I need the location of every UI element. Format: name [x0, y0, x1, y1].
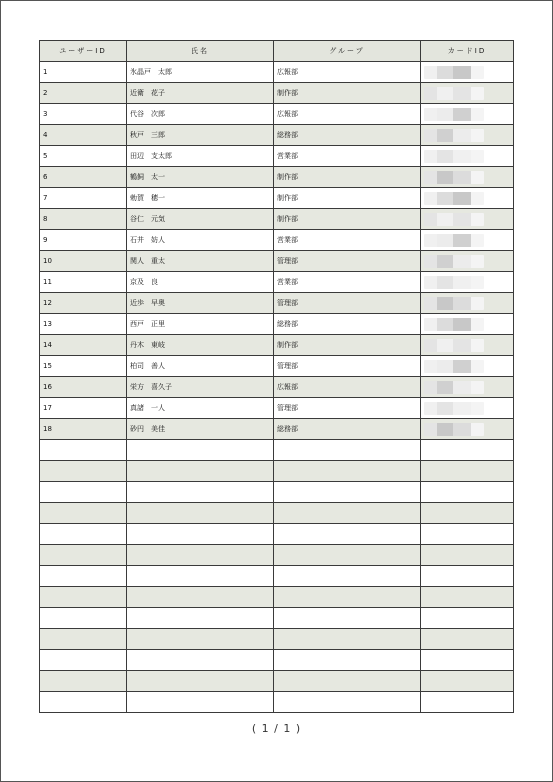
empty-row: [40, 587, 514, 608]
cell-card-id: [421, 251, 514, 272]
empty-cell: [421, 566, 514, 587]
empty-cell: [40, 692, 127, 713]
cell-group: 制作部: [274, 188, 421, 209]
empty-cell: [421, 650, 514, 671]
cell-name: 勅賀 穂一: [127, 188, 274, 209]
empty-cell: [40, 461, 127, 482]
empty-cell: [40, 671, 127, 692]
empty-cell: [274, 629, 421, 650]
empty-cell: [274, 545, 421, 566]
empty-cell: [421, 587, 514, 608]
empty-row: [40, 629, 514, 650]
cell-name: 丹木 東岐: [127, 335, 274, 356]
empty-cell: [40, 503, 127, 524]
empty-cell: [274, 608, 421, 629]
empty-cell: [421, 692, 514, 713]
table-row: [40, 272, 514, 293]
empty-row: [40, 545, 514, 566]
empty-cell: [421, 482, 514, 503]
empty-cell: [274, 440, 421, 461]
empty-cell: [274, 587, 421, 608]
cell-user-id: 15: [40, 356, 127, 377]
empty-cell: [40, 629, 127, 650]
header-card-id: カードID: [421, 41, 514, 62]
cell-user-id: 9: [40, 230, 127, 251]
empty-cell: [274, 461, 421, 482]
empty-cell: [421, 671, 514, 692]
cell-user-id: 5: [40, 146, 127, 167]
table-row: [40, 167, 514, 188]
empty-cell: [274, 692, 421, 713]
cell-user-id: 3: [40, 104, 127, 125]
cell-card-id: [421, 356, 514, 377]
empty-cell: [127, 671, 274, 692]
table-body: [40, 62, 514, 713]
cell-card-id: [421, 230, 514, 251]
table-row: [40, 356, 514, 377]
card-id-redacted: [424, 423, 484, 436]
cell-name: 谷仁 元気: [127, 209, 274, 230]
cell-group: 広報部: [274, 62, 421, 83]
empty-cell: [40, 440, 127, 461]
empty-cell: [274, 671, 421, 692]
cell-group: 制作部: [274, 83, 421, 104]
cell-card-id: [421, 419, 514, 440]
empty-row: [40, 650, 514, 671]
empty-cell: [127, 587, 274, 608]
empty-cell: [421, 461, 514, 482]
cell-user-id: 4: [40, 125, 127, 146]
table-row: [40, 104, 514, 125]
empty-cell: [127, 524, 274, 545]
cell-group: 管理部: [274, 398, 421, 419]
empty-cell: [40, 566, 127, 587]
card-id-redacted: [424, 318, 484, 331]
empty-cell: [274, 482, 421, 503]
card-id-redacted: [424, 192, 484, 205]
cell-group: 広報部: [274, 104, 421, 125]
header-user-id: ユーザーID: [40, 41, 127, 62]
cell-name: 西戸 正里: [127, 314, 274, 335]
cell-user-id: 2: [40, 83, 127, 104]
cell-user-id: 16: [40, 377, 127, 398]
empty-cell: [421, 440, 514, 461]
cell-card-id: [421, 209, 514, 230]
cell-user-id: 10: [40, 251, 127, 272]
cell-user-id: 18: [40, 419, 127, 440]
empty-cell: [127, 503, 274, 524]
table-row: [40, 209, 514, 230]
cell-user-id: 14: [40, 335, 127, 356]
cell-group: 営業部: [274, 272, 421, 293]
table-row: [40, 293, 514, 314]
user-table: [39, 40, 514, 713]
cell-group: 制作部: [274, 167, 421, 188]
empty-cell: [421, 608, 514, 629]
card-id-redacted: [424, 234, 484, 247]
cell-card-id: [421, 293, 514, 314]
empty-cell: [421, 545, 514, 566]
card-id-redacted: [424, 381, 484, 394]
cell-name: 代谷 次郎: [127, 104, 274, 125]
cell-group: 広報部: [274, 377, 421, 398]
empty-cell: [40, 545, 127, 566]
cell-name: 氷晶戸 太郎: [127, 62, 274, 83]
empty-cell: [127, 692, 274, 713]
cell-name: 鶴飼 太一: [127, 167, 274, 188]
cell-card-id: [421, 272, 514, 293]
empty-cell: [40, 482, 127, 503]
cell-group: 総務部: [274, 314, 421, 335]
cell-user-id: 6: [40, 167, 127, 188]
card-id-redacted: [424, 339, 484, 352]
table-row: [40, 251, 514, 272]
card-id-redacted: [424, 108, 484, 121]
cell-user-id: 17: [40, 398, 127, 419]
empty-cell: [40, 608, 127, 629]
empty-row: [40, 524, 514, 545]
empty-cell: [274, 524, 421, 545]
cell-group: 管理部: [274, 356, 421, 377]
cell-card-id: [421, 398, 514, 419]
cell-group: 営業部: [274, 146, 421, 167]
card-id-redacted: [424, 360, 484, 373]
empty-cell: [127, 461, 274, 482]
cell-user-id: 1: [40, 62, 127, 83]
table-row: [40, 335, 514, 356]
cell-name: 近衛 花子: [127, 83, 274, 104]
empty-cell: [40, 587, 127, 608]
empty-cell: [274, 566, 421, 587]
cell-card-id: [421, 104, 514, 125]
table-row: [40, 398, 514, 419]
table-row: [40, 230, 514, 251]
empty-row: [40, 440, 514, 461]
table-row: [40, 125, 514, 146]
card-id-redacted: [424, 150, 484, 163]
empty-cell: [127, 545, 274, 566]
card-id-redacted: [424, 276, 484, 289]
table-header-row: [40, 41, 514, 62]
cell-name: 田辺 支太郎: [127, 146, 274, 167]
cell-group: 管理部: [274, 293, 421, 314]
empty-row: [40, 608, 514, 629]
cell-card-id: [421, 146, 514, 167]
card-id-redacted: [424, 297, 484, 310]
empty-cell: [40, 650, 127, 671]
cell-group: 管理部: [274, 251, 421, 272]
header-name: 氏名: [127, 41, 274, 62]
cell-name: 栄方 喜久子: [127, 377, 274, 398]
empty-row: [40, 692, 514, 713]
card-id-redacted: [424, 171, 484, 184]
page-indicator: ( 1 / 1 ): [251, 722, 302, 735]
empty-cell: [127, 482, 274, 503]
table-row: [40, 188, 514, 209]
cell-name: 近歩 早奥: [127, 293, 274, 314]
empty-row: [40, 566, 514, 587]
card-id-redacted: [424, 255, 484, 268]
cell-group: 総務部: [274, 419, 421, 440]
empty-cell: [274, 650, 421, 671]
cell-name: 柏司 善人: [127, 356, 274, 377]
table-row: [40, 377, 514, 398]
card-id-redacted: [424, 129, 484, 142]
cell-name: 京及 良: [127, 272, 274, 293]
cell-card-id: [421, 167, 514, 188]
empty-cell: [127, 629, 274, 650]
cell-name: 真諸 一人: [127, 398, 274, 419]
table-row: [40, 419, 514, 440]
cell-group: 総務部: [274, 125, 421, 146]
cell-card-id: [421, 377, 514, 398]
table-row: [40, 83, 514, 104]
card-id-redacted: [424, 66, 484, 79]
cell-group: 営業部: [274, 230, 421, 251]
cell-user-id: 7: [40, 188, 127, 209]
card-id-redacted: [424, 402, 484, 415]
table-row: [40, 314, 514, 335]
empty-cell: [127, 650, 274, 671]
cell-card-id: [421, 314, 514, 335]
cell-name: 石井 妨人: [127, 230, 274, 251]
table-row: [40, 146, 514, 167]
cell-name: 砂円 美佳: [127, 419, 274, 440]
cell-user-id: 13: [40, 314, 127, 335]
cell-card-id: [421, 83, 514, 104]
cell-name: 秋戸 三郎: [127, 125, 274, 146]
header-group: グループ: [274, 41, 421, 62]
cell-user-id: 8: [40, 209, 127, 230]
cell-card-id: [421, 188, 514, 209]
empty-cell: [421, 503, 514, 524]
empty-row: [40, 482, 514, 503]
empty-row: [40, 461, 514, 482]
cell-card-id: [421, 62, 514, 83]
empty-row: [40, 503, 514, 524]
empty-cell: [40, 524, 127, 545]
empty-cell: [421, 629, 514, 650]
card-id-redacted: [424, 213, 484, 226]
empty-row: [40, 671, 514, 692]
empty-cell: [274, 503, 421, 524]
empty-cell: [127, 608, 274, 629]
empty-cell: [127, 440, 274, 461]
cell-user-id: 12: [40, 293, 127, 314]
cell-card-id: [421, 125, 514, 146]
cell-name: 関人 重太: [127, 251, 274, 272]
card-id-redacted: [424, 87, 484, 100]
cell-group: 制作部: [274, 209, 421, 230]
table-row: [40, 62, 514, 83]
empty-cell: [421, 524, 514, 545]
cell-card-id: [421, 335, 514, 356]
cell-user-id: 11: [40, 272, 127, 293]
cell-group: 制作部: [274, 335, 421, 356]
empty-cell: [127, 566, 274, 587]
